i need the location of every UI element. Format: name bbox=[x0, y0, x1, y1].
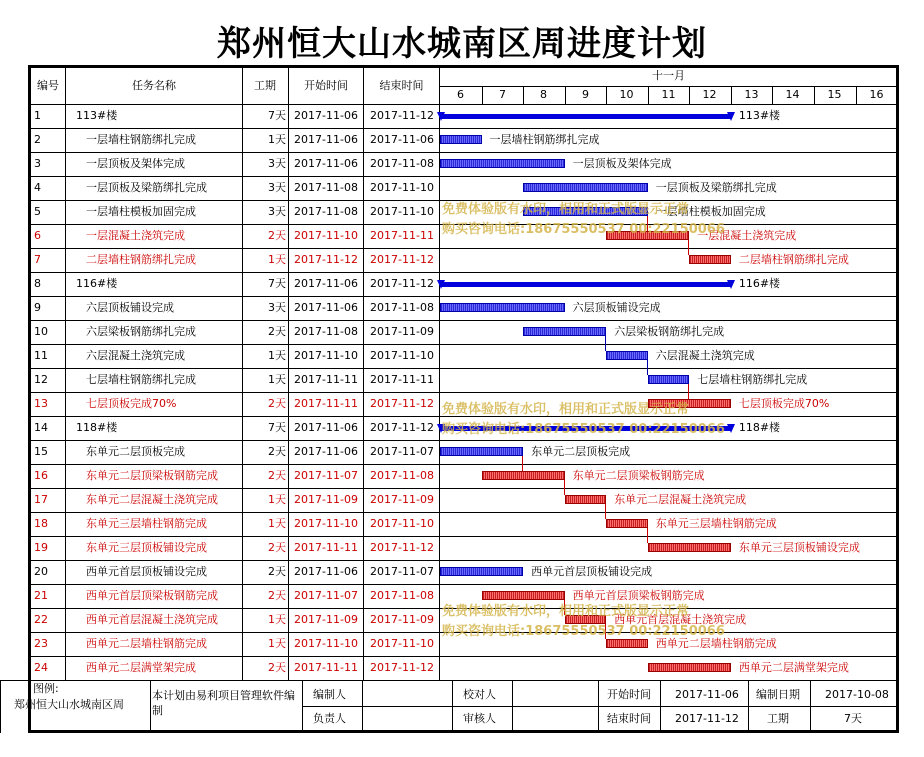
task-end: 2017-11-12 bbox=[370, 541, 434, 554]
task-end: 2017-11-08 bbox=[370, 469, 434, 482]
task-name: 一层墙柱钢筋绑扎完成 bbox=[86, 133, 196, 146]
date-value: 2017-10-08 bbox=[825, 688, 889, 701]
task-end: 2017-11-11 bbox=[370, 373, 434, 386]
footer-divider bbox=[660, 680, 661, 733]
task-name: 一层顶板及梁筋绑扎完成 bbox=[86, 181, 207, 194]
task-bar[interactable] bbox=[523, 327, 606, 336]
task-start: 2017-11-09 bbox=[294, 613, 358, 626]
task-name: 西单元二层墙柱钢筋完成 bbox=[86, 637, 207, 650]
task-start: 2017-11-09 bbox=[294, 493, 358, 506]
editor-label: 编制人 bbox=[313, 688, 346, 701]
page-title: 郑州恒大山水城南区周进度计划 bbox=[217, 24, 707, 64]
task-num: 16 bbox=[34, 469, 48, 482]
task-duration: 1天 bbox=[268, 613, 286, 626]
task-duration: 2天 bbox=[268, 445, 286, 458]
footer-left-edge bbox=[0, 680, 1, 733]
footer-divider bbox=[362, 680, 363, 733]
task-duration: 2天 bbox=[268, 565, 286, 578]
task-num: 4 bbox=[34, 181, 41, 194]
watermark-text: 购买咨询电话:18675550537 00:22150066 bbox=[442, 222, 725, 237]
task-end: 2017-11-08 bbox=[370, 589, 434, 602]
task-start: 2017-11-11 bbox=[294, 397, 358, 410]
task-num: 3 bbox=[34, 157, 41, 170]
watermark-text: 购买咨询电话:18675550537 00:22150066 bbox=[442, 422, 725, 437]
task-end: 2017-11-07 bbox=[370, 565, 434, 578]
task-num: 21 bbox=[34, 589, 48, 602]
task-duration: 7天 bbox=[268, 277, 286, 290]
timeline-day: 12 bbox=[702, 88, 717, 101]
timeline-day: 14 bbox=[785, 88, 800, 101]
footer-divider bbox=[598, 680, 599, 733]
dependency-line bbox=[605, 336, 606, 351]
bar-label: 一层顶板及架体完成 bbox=[572, 157, 672, 170]
task-duration: 7天 bbox=[268, 109, 286, 122]
task-name: 六层梁板钢筋绑扎完成 bbox=[86, 325, 196, 338]
footer-divider bbox=[512, 680, 513, 733]
task-num: 6 bbox=[34, 229, 41, 242]
column-header-num[interactable]: 编号 bbox=[37, 79, 59, 92]
task-end: 2017-11-12 bbox=[370, 109, 434, 122]
footer-top-line bbox=[0, 680, 899, 681]
task-end: 2017-11-08 bbox=[370, 157, 434, 170]
task-bar[interactable] bbox=[440, 135, 482, 144]
task-name: 西单元首层顶板铺设完成 bbox=[86, 565, 207, 578]
task-name: 113#楼 bbox=[76, 109, 118, 122]
task-num: 12 bbox=[34, 373, 48, 386]
column-divider bbox=[288, 68, 289, 680]
task-start: 2017-11-10 bbox=[294, 229, 358, 242]
task-start: 2017-11-10 bbox=[294, 637, 358, 650]
task-start: 2017-11-11 bbox=[294, 373, 358, 386]
task-end: 2017-11-09 bbox=[370, 613, 434, 626]
task-bar[interactable] bbox=[606, 351, 648, 360]
watermark-text: 购买咨询电话:18675550537 00:22150066 bbox=[442, 624, 725, 639]
summary-bar[interactable] bbox=[440, 282, 731, 287]
timeline-day: 8 bbox=[540, 88, 547, 101]
summary-bar[interactable] bbox=[440, 114, 731, 119]
checker-label: 校对人 bbox=[463, 688, 496, 701]
column-divider bbox=[65, 68, 66, 680]
task-duration: 3天 bbox=[268, 301, 286, 314]
task-name: 西单元首层混凝土浇筑完成 bbox=[86, 613, 218, 626]
end-label: 结束时间 bbox=[607, 712, 651, 725]
task-start: 2017-11-10 bbox=[294, 517, 358, 530]
timeline-day: 7 bbox=[499, 88, 506, 101]
task-duration: 1天 bbox=[268, 493, 286, 506]
task-start: 2017-11-08 bbox=[294, 181, 358, 194]
task-duration: 7天 bbox=[268, 421, 286, 434]
task-name: 七层墙柱钢筋绑扎完成 bbox=[86, 373, 196, 386]
task-start: 2017-11-08 bbox=[294, 205, 358, 218]
bar-label: 西单元首层顶板铺设完成 bbox=[531, 565, 653, 578]
task-start: 2017-11-11 bbox=[294, 541, 358, 554]
task-start: 2017-11-11 bbox=[294, 661, 358, 674]
owner-label: 负责人 bbox=[313, 712, 346, 725]
task-num: 10 bbox=[34, 325, 48, 338]
task-duration: 1天 bbox=[268, 133, 286, 146]
watermark-text: 免费体验版有水印，相用和正式版显示正常 bbox=[442, 202, 690, 217]
timeline-day: 6 bbox=[457, 88, 464, 101]
duration-label: 工期 bbox=[767, 712, 789, 725]
task-duration: 2天 bbox=[268, 661, 286, 674]
task-num: 7 bbox=[34, 253, 41, 266]
bar-label: 六层混凝土浇筑完成 bbox=[655, 349, 755, 362]
task-num: 24 bbox=[34, 661, 48, 674]
bar-label: 东单元三层顶板铺设完成 bbox=[738, 541, 860, 554]
task-end: 2017-11-09 bbox=[370, 493, 434, 506]
dependency-line bbox=[564, 480, 565, 495]
footer-divider bbox=[302, 680, 303, 733]
task-num: 9 bbox=[34, 301, 41, 314]
task-bar[interactable] bbox=[440, 159, 565, 168]
bar-label: 西单元二层墙柱钢筋完成 bbox=[655, 637, 777, 650]
task-duration: 2天 bbox=[268, 541, 286, 554]
task-num: 14 bbox=[34, 421, 48, 434]
task-bar[interactable] bbox=[648, 375, 690, 384]
task-name: 一层混凝土浇筑完成 bbox=[86, 229, 185, 242]
task-num: 13 bbox=[34, 397, 48, 410]
dependency-line bbox=[647, 528, 648, 543]
bar-label: 东单元三层墙柱钢筋完成 bbox=[655, 517, 777, 530]
task-num: 11 bbox=[34, 349, 48, 362]
task-start: 2017-11-08 bbox=[294, 325, 358, 338]
start-value: 2017-11-06 bbox=[675, 688, 739, 701]
task-bar[interactable] bbox=[482, 471, 565, 480]
task-name: 东单元二层顶梁板钢筋完成 bbox=[86, 469, 218, 482]
task-name: 东单元二层混凝土浇筑完成 bbox=[86, 493, 218, 506]
task-name: 一层墙柱模板加固完成 bbox=[86, 205, 196, 218]
task-name: 118#楼 bbox=[76, 421, 118, 434]
task-bar[interactable] bbox=[689, 255, 731, 264]
watermark-text: 免费体验版有水印，相用和正式版显示正常 bbox=[442, 402, 690, 417]
task-name: 六层顶板铺设完成 bbox=[86, 301, 174, 314]
dependency-line bbox=[688, 384, 689, 399]
task-duration: 2天 bbox=[268, 325, 286, 338]
task-start: 2017-11-07 bbox=[294, 589, 358, 602]
bar-label: 一层混凝土浇筑完成 bbox=[697, 229, 797, 242]
task-end: 2017-11-12 bbox=[370, 661, 434, 674]
task-end: 2017-11-10 bbox=[370, 637, 434, 650]
task-duration: 1天 bbox=[268, 637, 286, 650]
task-end: 2017-11-12 bbox=[370, 421, 434, 434]
task-bar[interactable] bbox=[648, 663, 731, 672]
bar-label: 七层顶板完成70% bbox=[738, 397, 830, 410]
task-num: 22 bbox=[34, 613, 48, 626]
task-bar[interactable] bbox=[565, 495, 607, 504]
duration-value: 7天 bbox=[844, 712, 862, 725]
task-name: 西单元首层顶梁板钢筋完成 bbox=[86, 589, 218, 602]
timeline-day: 13 bbox=[744, 88, 759, 101]
end-value: 2017-11-12 bbox=[675, 712, 739, 725]
task-name: 116#楼 bbox=[76, 277, 118, 290]
task-num: 23 bbox=[34, 637, 48, 650]
task-name: 西单元二层满堂架完成 bbox=[86, 661, 196, 674]
task-duration: 3天 bbox=[268, 181, 286, 194]
task-start: 2017-11-06 bbox=[294, 157, 358, 170]
task-start: 2017-11-06 bbox=[294, 109, 358, 122]
task-name: 七层顶板完成70% bbox=[86, 397, 177, 410]
footer-divider bbox=[810, 680, 811, 733]
footer-divider bbox=[452, 680, 453, 733]
task-num: 17 bbox=[34, 493, 48, 506]
task-start: 2017-11-12 bbox=[294, 253, 358, 266]
task-duration: 3天 bbox=[268, 157, 286, 170]
column-divider bbox=[363, 68, 364, 680]
dependency-line bbox=[688, 240, 689, 255]
task-end: 2017-11-12 bbox=[370, 253, 434, 266]
task-bar[interactable] bbox=[440, 447, 523, 456]
task-end: 2017-11-09 bbox=[370, 325, 434, 338]
task-num: 18 bbox=[34, 517, 48, 530]
task-start: 2017-11-07 bbox=[294, 469, 358, 482]
task-duration: 2天 bbox=[268, 229, 286, 242]
task-end: 2017-11-12 bbox=[370, 277, 434, 290]
task-end: 2017-11-10 bbox=[370, 517, 434, 530]
bar-label: 六层顶板铺设完成 bbox=[572, 301, 661, 314]
dependency-line bbox=[522, 456, 523, 471]
column-header-start[interactable]: 开始时间 bbox=[304, 79, 348, 92]
bar-label: 一层墙柱模板加固完成 bbox=[655, 205, 766, 218]
footer-note: 本计划由易利项目管理软件编制 bbox=[152, 689, 295, 717]
task-duration: 3天 bbox=[268, 205, 286, 218]
task-duration: 1天 bbox=[268, 349, 286, 362]
column-header-duration[interactable]: 工期 bbox=[254, 79, 276, 92]
task-bar[interactable] bbox=[482, 591, 565, 600]
task-start: 2017-11-06 bbox=[294, 421, 358, 434]
task-num: 15 bbox=[34, 445, 48, 458]
task-start: 2017-11-06 bbox=[294, 445, 358, 458]
task-bar[interactable] bbox=[606, 519, 648, 528]
task-end: 2017-11-10 bbox=[370, 205, 434, 218]
task-end: 2017-11-07 bbox=[370, 445, 434, 458]
start-label: 开始时间 bbox=[607, 688, 651, 701]
timeline-day: 9 bbox=[582, 88, 589, 101]
task-num: 2 bbox=[34, 133, 41, 146]
bar-label: 116#楼 bbox=[738, 277, 781, 290]
task-end: 2017-11-10 bbox=[370, 181, 434, 194]
bar-label: 118#楼 bbox=[738, 421, 781, 434]
timeline-day: 16 bbox=[869, 88, 884, 101]
task-bar[interactable] bbox=[648, 543, 731, 552]
watermark-text: 免费体验版有水印，相用和正式版显示正常 bbox=[442, 604, 690, 619]
footer-divider bbox=[748, 680, 749, 733]
task-bar[interactable] bbox=[523, 183, 648, 192]
timeline-day: 10 bbox=[619, 88, 634, 101]
task-num: 8 bbox=[34, 277, 41, 290]
task-end: 2017-11-12 bbox=[370, 397, 434, 410]
task-num: 5 bbox=[34, 205, 41, 218]
task-duration: 1天 bbox=[268, 373, 286, 386]
timeline-day: 11 bbox=[661, 88, 676, 101]
footer-divider bbox=[150, 680, 151, 733]
bar-label: 六层梁板钢筋绑扎完成 bbox=[614, 325, 725, 338]
task-num: 1 bbox=[34, 109, 41, 122]
timeline-month: 十一月 bbox=[652, 69, 685, 82]
bar-label: 东单元二层顶板完成 bbox=[531, 445, 631, 458]
task-name: 东单元三层墙柱钢筋完成 bbox=[86, 517, 207, 530]
task-bar[interactable] bbox=[440, 567, 523, 576]
bar-label: 西单元二层满堂架完成 bbox=[738, 661, 849, 674]
task-duration: 2天 bbox=[268, 589, 286, 602]
task-end: 2017-11-10 bbox=[370, 349, 434, 362]
task-bar[interactable] bbox=[440, 303, 565, 312]
task-bar[interactable] bbox=[606, 639, 648, 648]
date-label: 编制日期 bbox=[756, 688, 800, 701]
task-name: 东单元二层顶板完成 bbox=[86, 445, 185, 458]
bar-label: 七层墙柱钢筋绑扎完成 bbox=[697, 373, 808, 386]
column-divider bbox=[242, 68, 243, 680]
bar-label: 一层顶板及梁筋绑扎完成 bbox=[655, 181, 777, 194]
task-num: 20 bbox=[34, 565, 48, 578]
bar-label: 西单元首层顶梁板钢筋完成 bbox=[572, 589, 705, 602]
legend-label: 图例: bbox=[33, 682, 59, 695]
task-start: 2017-11-06 bbox=[294, 301, 358, 314]
bar-label: 西单元首层混凝土浇筑完成 bbox=[614, 613, 747, 626]
column-header-end[interactable]: 结束时间 bbox=[379, 79, 424, 92]
task-name: 六层混凝土浇筑完成 bbox=[86, 349, 185, 362]
task-num: 19 bbox=[34, 541, 48, 554]
task-duration: 1天 bbox=[268, 517, 286, 530]
task-start: 2017-11-06 bbox=[294, 133, 358, 146]
dependency-line bbox=[647, 360, 648, 375]
bar-label: 一层墙柱钢筋绑扎完成 bbox=[489, 133, 600, 146]
task-end: 2017-11-11 bbox=[370, 229, 434, 242]
task-end: 2017-11-06 bbox=[370, 133, 434, 146]
task-duration: 1天 bbox=[268, 253, 286, 266]
bar-label: 东单元二层混凝土浇筑完成 bbox=[614, 493, 747, 506]
task-name: 二层墙柱钢筋绑扎完成 bbox=[86, 253, 196, 266]
task-end: 2017-11-08 bbox=[370, 301, 434, 314]
task-start: 2017-11-10 bbox=[294, 349, 358, 362]
column-header-name[interactable]: 任务名称 bbox=[132, 79, 176, 92]
bar-label: 二层墙柱钢筋绑扎完成 bbox=[738, 253, 849, 266]
task-name: 一层顶板及架体完成 bbox=[86, 157, 185, 170]
bar-label: 113#楼 bbox=[738, 109, 781, 122]
task-duration: 2天 bbox=[268, 397, 286, 410]
task-duration: 2天 bbox=[268, 469, 286, 482]
task-name: 东单元三层顶板铺设完成 bbox=[86, 541, 207, 554]
task-start: 2017-11-06 bbox=[294, 565, 358, 578]
dependency-line bbox=[605, 504, 606, 519]
footer-project: 郑州恒大山水城南区周 bbox=[14, 698, 124, 711]
task-start: 2017-11-06 bbox=[294, 277, 358, 290]
reviewer-label: 审核人 bbox=[463, 712, 496, 725]
timeline-day: 15 bbox=[827, 88, 842, 101]
bar-label: 东单元二层顶梁板钢筋完成 bbox=[572, 469, 705, 482]
